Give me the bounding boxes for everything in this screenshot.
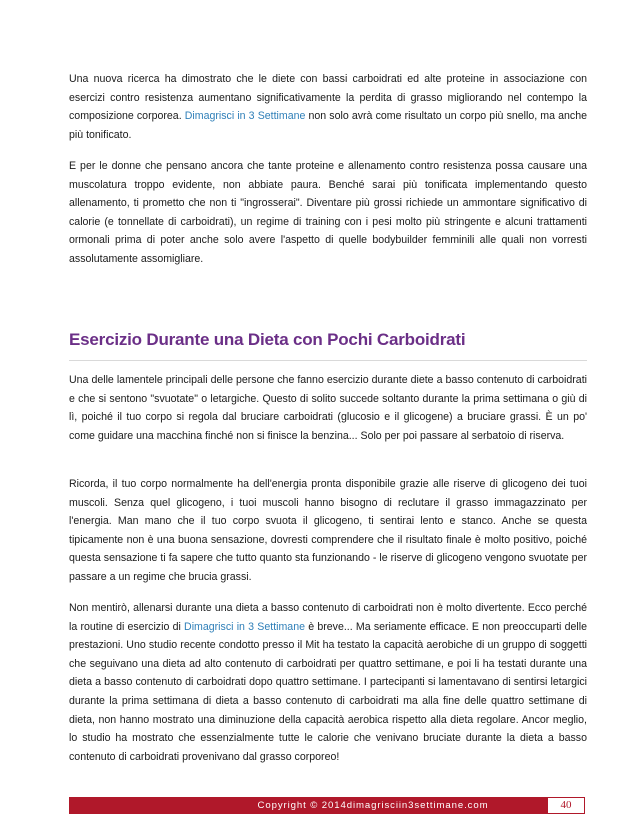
paragraph-study	[69, 599, 587, 766]
paragraph-research	[69, 70, 587, 144]
paragraph-research-text-2: non solo avrà come risultato un corpo più snello, ma anche più tonificato.	[69, 110, 587, 141]
page-number: 40	[547, 797, 585, 814]
program-link[interactable]: Dimagrisci in 3 Settimane	[184, 110, 306, 123]
footer-bar	[69, 797, 547, 814]
paragraph-glycogen: Ricorda, il tuo corpo normalmente ha dell'energia pronta disponibile grazie alle riserve di glicogeno dei tuoi muscoli. Senza quel glicogeno, i tuoi muscoli hanno bisogno di reclutare il grasso immagazzinato per l'energia. Man mano che il tuo corpo svuota il glicogeno, ti sentirai lento e stanco. Anche se questa tipicamente non è una buona sensazione, dovresti comprendere che il risultato finale è molto positivo, poiché questa sensazione ti fa sapere che tutto quanto sta funzionando - le riserve di glicogeno vengono svuotate per passare a un regime che brucia grassi.	[69, 478, 587, 583]
section-heading: Esercizio Durante una Dieta con Pochi Carboidrati	[69, 330, 466, 349]
paragraph-study-text-1: Non mentirò, allenarsi durante una dieta a basso contenuto di carboidrati non è molto divertente. Ecco perché la routine di esercizio di	[69, 602, 587, 633]
paragraph-study-text-2: è breve... Ma seriamente efficace. E non preoccuparti delle prestazioni. Uno studio recente condotto presso il Mit ha testato la capacità aerobiche di un gruppo di soggetti che seguivano una dieta ad alto contenuto di carboidrati per quattro settimane, e poi li ha testati durante una dieta a basso contenuto di carboidrati dopo quattro settimane. I partecipanti si lamentavano di sentirsi letargici durante la prima settimana di dieta a basso contenuto di carboidrati ma alla fine delle quattro settimane di dieta, non hanno mostrato una diminuzione della capacità aerobica rispetto alla dieta regolare. Ancor meglio, lo studio ha mostrato che essenzialmente tutte le calorie che venivano bruciate durante la dieta a basso contenuto di carboidrati provenivano dal grasso corporeo!	[69, 620, 588, 763]
paragraph-research-text-1: Una nuova ricerca ha dimostrato che le diete con bassi carboidrati ed alte proteine in associazione con esercizi contro resistenza aumentano significativamente la perdita di grasso migliorando nel contempo la composizione corporea.	[69, 73, 587, 123]
paragraph-complaints: Una delle lamentele principali delle persone che fanno esercizio durante diete a basso contenuto di carboidrati e che si sentono "svuotate" o letargiche. Questo di solito succede soltanto durante la prima settimana o giù di lì, poiché il tuo corpo si regola dal bruciare carboidrati (glucosio e il glicogene) a bruciare grassi. È un po' come guidare una macchina finché non si finisce la benzina... Solo per poi passare al serbatoio di riserva.	[69, 374, 587, 442]
paragraph-women: E per le donne che pensano ancora che tante proteine e allenamento contro resistenza possa causare una muscolatura troppo evidente, non abbiate paura. Benché sarai più tonificata implementando questo allenamento, ti prometto che non ti "ingrosserai". Diventare più grossi richiede un ammontare significativo di calorie (e tonnellate di carboidrati), un regime di training con i pesi molto più stringente e alcuni trattamenti ormonali prima di poter anche solo avere l'aspetto di quelle bodybuilder femminili alle quali non vorresti assolutamente assomigliare.	[69, 160, 587, 265]
program-link-2[interactable]: Dimagrisci in 3 Settimane	[184, 620, 305, 633]
heading-divider	[69, 360, 587, 361]
footer-copyright: Copyright © 2014dimagrisciin3settimane.com	[257, 800, 489, 811]
